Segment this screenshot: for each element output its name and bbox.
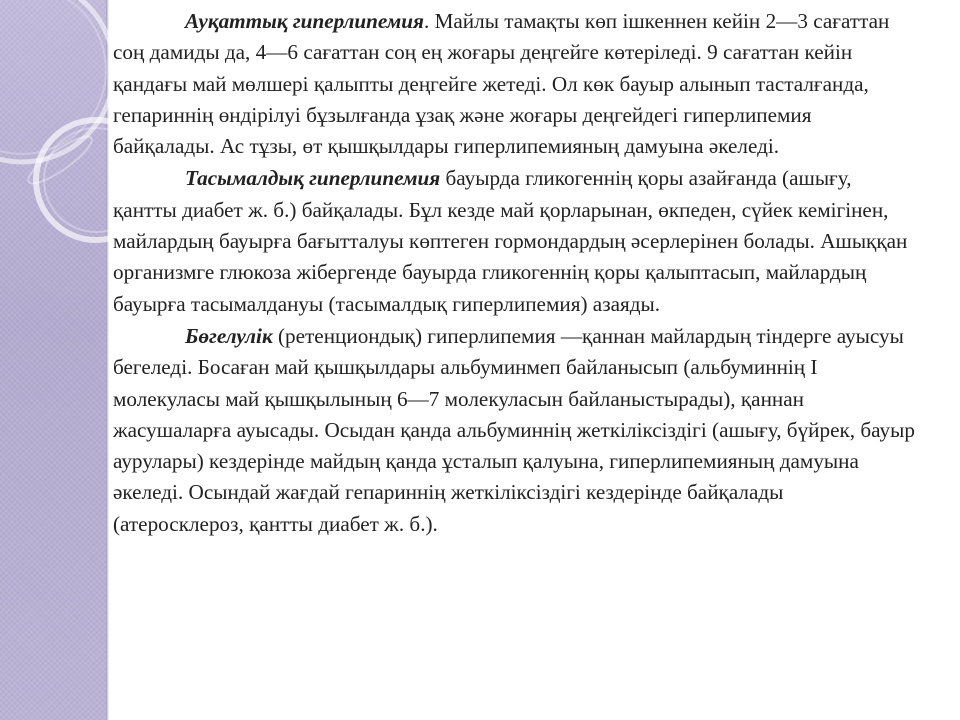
paragraph-text: бауырда гликогеннің қоры азайғанда (ашығу, қантты диабет ж. б.) байқалады. Бұл кезде май қорларынан, өкпеден, сүйек кемігінен, майлардың бауырға бағытталуы көптеген гормондардың әсерлерінен болады. Ашыққан организмге глюкоза жібергенде бауырда гликогеннің қоры қалыптасып, майлардың бауырға тасымалдануы (тасымалдық гиперлипемия) азаяды. [113,166,908,316]
term-retention-hyperlipemia: Бөгелулік [185,323,273,348]
term-transport-hyperlipemia: Тасымалдық гиперлипемия [185,166,441,191]
paragraph-text: (ретенциондық) гиперлипемия —қаннан майлардың тіндерге ауысуы бегеледі. Босаған май қышқылдары альбуминмеп байланысып (альбуминнің I молекуласы май қышқылының 6—7 молекуласын байланыстырады), қаннан жасушаларға ауысады. Осыдан қанда альбуминнің жеткіліксіздігі (ашығу, бүйрек, бауыр аурулары) кездерінде майдың қанда ұсталып қалуына, гиперлипемияның дамуына әкеледі. Осындай жағдай гепариннің жеткіліксіздігі кездерінде байқалады (атеросклероз, қантты диабет ж. б.). [113,323,915,536]
slide-body-text [113,6,918,541]
paragraph-transport-hyperlipemia [113,163,918,319]
paragraph-retention-hyperlipemia [113,321,918,540]
term-alimentary-hyperlipemia: Ауқаттық гиперлипемия [185,9,424,33]
decorative-rings [0,0,110,260]
paragraph-text: . Майлы тамақты көп ішкеннен кейін 2—3 сағаттан соң дамиды да, 4—6 сағаттан соң ең жоғары деңгейге көтеріледі. 9 сағаттан кейін қандағы май мөлшері қалыпты деңгейге жетеді. Ол көк бауыр алынып тасталғанда, гепариннің өндірілуі бұзылғанда ұзақ және жоғары деңгейдегі гиперлипемия байқалады. Ас тұзы, өт қышқылдары гиперлипемияның дамуына әкеледі. [113,9,890,159]
paragraph-alimentary-hyperlipemia [113,6,918,162]
